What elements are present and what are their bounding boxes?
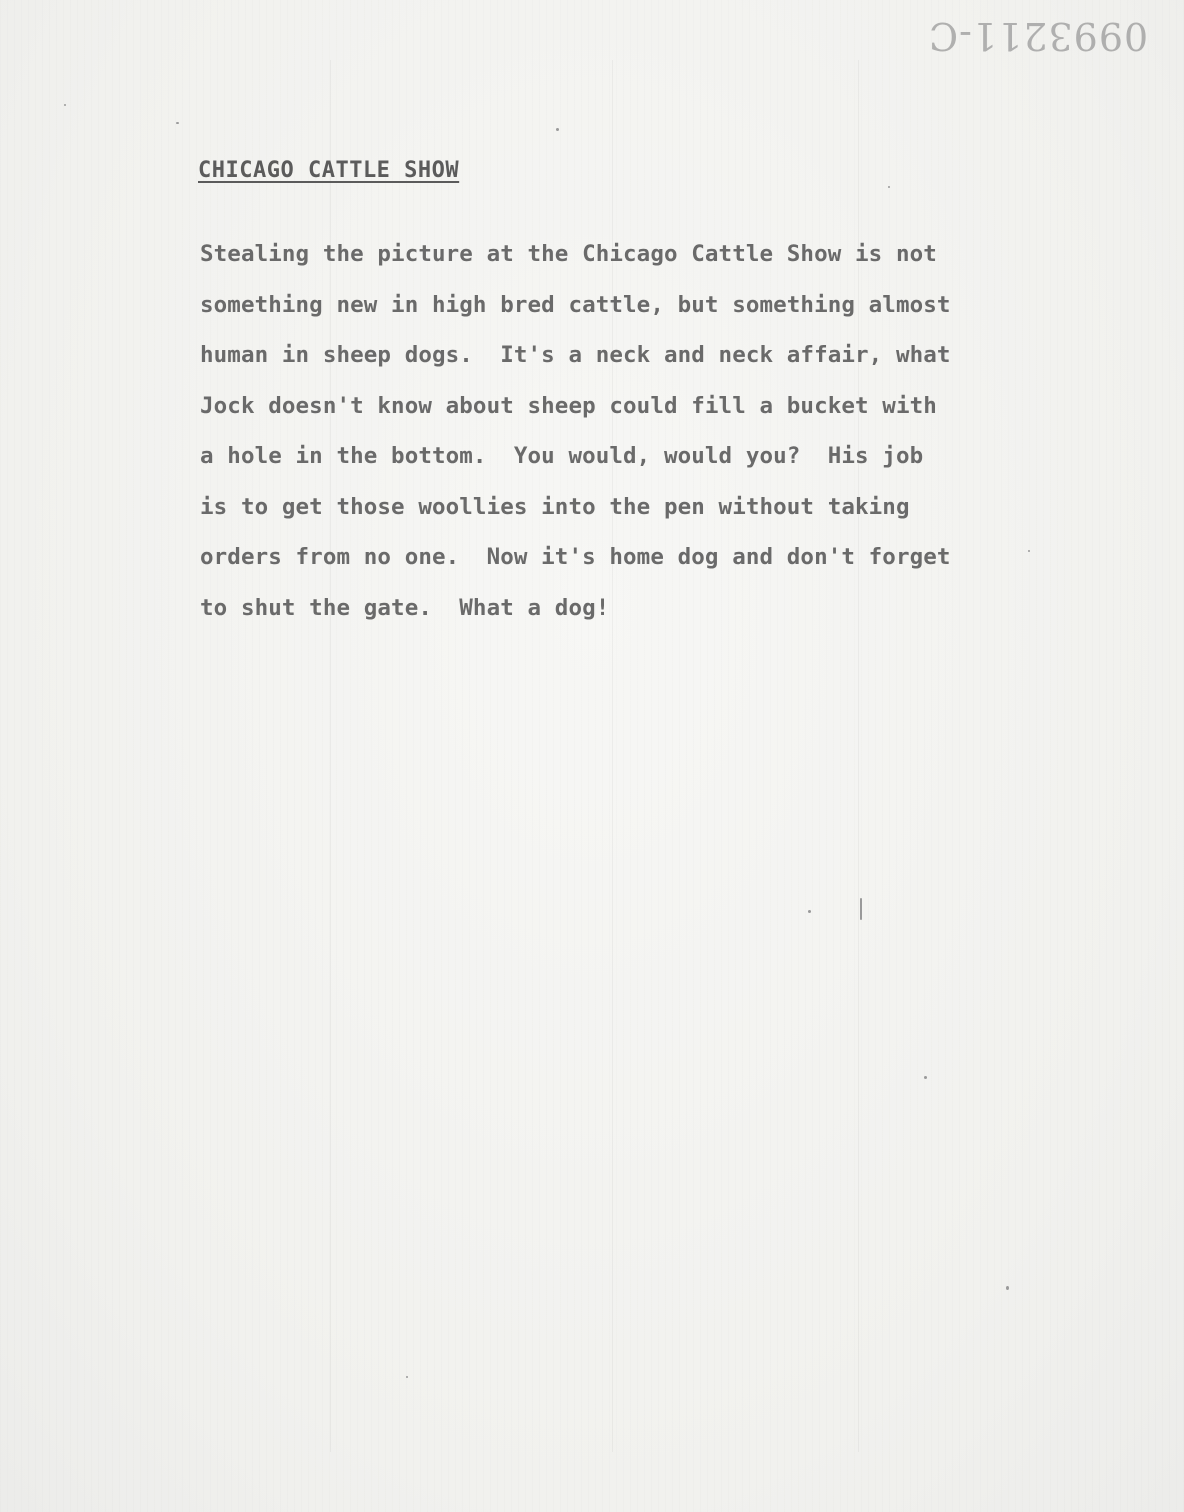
body-line: human in sheep dogs. It's a neck and neck affair, what	[200, 342, 951, 368]
body-line: to shut the gate. What a dog!	[200, 594, 610, 621]
handwritten-document-id: 0993211-C	[927, 14, 1148, 58]
body-line: is to get those woollies into the pen without taking	[200, 493, 910, 520]
paper-speck	[1006, 1286, 1009, 1290]
document-body	[200, 232, 1100, 636]
body-line: something new in high bred cattle, but something almost	[200, 291, 951, 318]
body-line: orders from no one. Now it's home dog and don't forget	[200, 544, 951, 570]
body-line: Stealing the picture at the Chicago Cattle Show is not	[200, 241, 937, 267]
body-line: a hole in the bottom. You would, would you? His job	[200, 443, 924, 469]
paper-speck	[176, 122, 179, 124]
document-title: CHICAGO CATTLE SHOW	[198, 158, 460, 183]
paper-speck	[406, 1376, 408, 1378]
paper-speck	[64, 104, 66, 106]
body-line: Jock doesn't know about sheep could fill a bucket with	[200, 392, 937, 419]
paper-speck	[808, 910, 811, 913]
paper-speck	[924, 1076, 927, 1079]
paper-speck	[860, 898, 862, 920]
paper-speck	[556, 128, 559, 131]
paper-speck	[1028, 550, 1030, 552]
paper-speck	[888, 186, 890, 188]
